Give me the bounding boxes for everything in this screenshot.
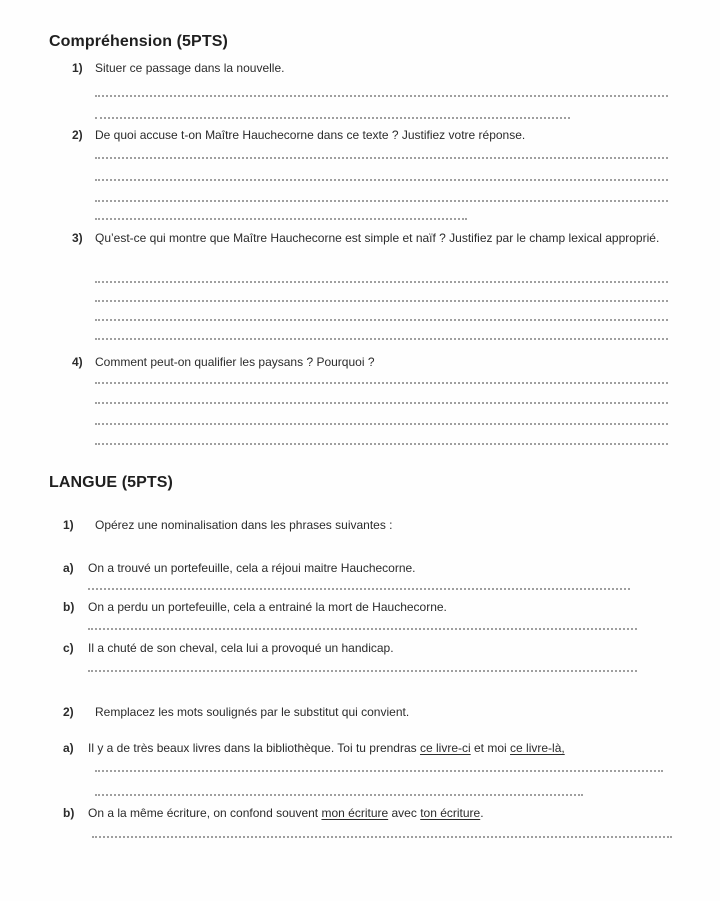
exercise-text: Remplacez les mots soulignés par le substitut qui convient. — [95, 705, 410, 719]
exercise-text: Opérez une nominalisation dans les phrases suivantes : — [95, 518, 393, 532]
answer-line — [95, 443, 668, 445]
answer-line — [88, 670, 637, 672]
question-text: Situer ce passage dans la nouvelle. — [95, 61, 285, 75]
answer-line — [95, 402, 668, 404]
exercise-langue-1 — [63, 517, 393, 533]
text-part: avec — [388, 806, 421, 820]
question-comprehension-3 — [72, 228, 667, 248]
underlined-substitute: ce livre-ci — [419, 741, 471, 755]
item-text — [88, 740, 565, 756]
question-number: 3) — [72, 231, 83, 245]
answer-line — [88, 588, 630, 590]
question-comprehension-1 — [72, 60, 284, 76]
question-number: 2) — [72, 128, 83, 142]
item-2b — [63, 805, 484, 821]
answer-line — [95, 770, 663, 772]
underlined-substitute: ce livre-là, — [510, 741, 565, 755]
exercise-langue-2 — [63, 704, 409, 720]
item-2a — [63, 740, 565, 756]
item-1b — [63, 599, 447, 615]
answer-line — [95, 117, 570, 119]
answer-line — [95, 281, 668, 283]
question-comprehension-4 — [72, 354, 375, 370]
item-letter: b) — [63, 806, 75, 820]
item-letter: c) — [63, 641, 74, 655]
item-text: On a trouvé un portefeuille, cela a réjoui maitre Hauchecorne. — [88, 561, 416, 575]
answer-line — [95, 300, 668, 302]
question-comprehension-2 — [72, 127, 525, 143]
item-letter: a) — [63, 561, 74, 575]
answer-line — [95, 382, 668, 384]
item-text: Il a chuté de son cheval, cela lui a provoqué un handicap. — [88, 641, 394, 655]
underlined-substitute: ton écriture — [420, 806, 481, 820]
answer-line — [95, 200, 668, 202]
question-number: 4) — [72, 355, 83, 369]
text-part: On a la même écriture, on confond souvent — [88, 806, 322, 820]
underlined-substitute: mon écriture — [321, 806, 389, 820]
text-part: . — [480, 806, 484, 820]
section-title-langue: LANGUE (5PTS) — [49, 474, 173, 491]
item-1c — [63, 640, 394, 656]
answer-line — [95, 95, 668, 97]
item-letter: b) — [63, 600, 75, 614]
text-part: Il y a de très beaux livres dans la bibliothèque. Toi tu prendras — [88, 741, 420, 755]
question-text: Comment peut-on qualifier les paysans ? Pourquoi ? — [95, 355, 375, 369]
answer-line — [95, 423, 668, 425]
answer-line — [95, 179, 668, 181]
text-part: et moi — [470, 741, 511, 755]
answer-line — [95, 319, 668, 321]
question-text: Qu’est-ce qui montre que Maître Hauchecorne est simple et naïf ? Justifiez par le champ lexical approprié. — [95, 231, 660, 245]
item-1a — [63, 560, 416, 576]
exercise-number: 1) — [63, 518, 74, 532]
answer-line — [92, 836, 672, 838]
answer-line — [95, 338, 668, 340]
item-letter: a) — [63, 741, 74, 755]
item-text: On a perdu un portefeuille, cela a entrainé la mort de Hauchecorne. — [88, 600, 447, 614]
answer-line — [95, 218, 467, 220]
answer-line — [88, 628, 637, 630]
question-number: 1) — [72, 61, 83, 75]
section-title-comprehension: Compréhension (5PTS) — [49, 33, 228, 50]
item-text — [88, 805, 484, 821]
exercise-number: 2) — [63, 705, 74, 719]
answer-line — [95, 157, 668, 159]
answer-line — [95, 794, 583, 796]
question-text: De quoi accuse t-on Maître Hauchecorne dans ce texte ? Justifiez votre réponse. — [95, 128, 526, 142]
